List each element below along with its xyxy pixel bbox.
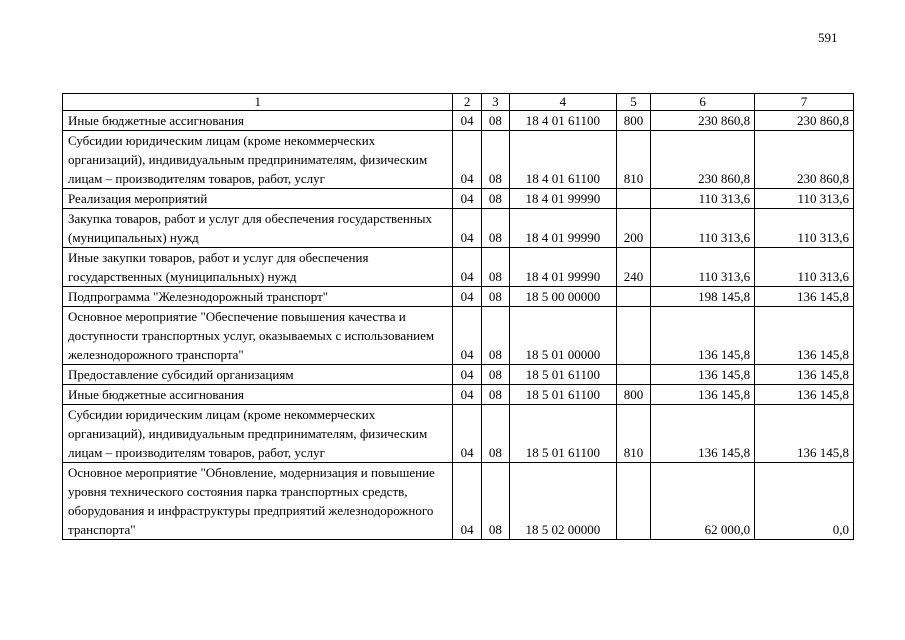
subsection-cell: 08 bbox=[481, 463, 509, 540]
subsection-cell: 08 bbox=[481, 405, 509, 463]
row-name-cell: Закупка товаров, работ и услуг для обеспечения государственных (муниципальных) нужд bbox=[63, 209, 453, 248]
target-article-cell: 18 4 01 61100 bbox=[509, 131, 616, 189]
amount-cell: 136 145,8 bbox=[755, 405, 854, 463]
amount-cell: 230 860,8 bbox=[651, 131, 755, 189]
table-row bbox=[63, 463, 854, 540]
amount-cell: 110 313,6 bbox=[755, 209, 854, 248]
amount-cell: 136 145,8 bbox=[651, 405, 755, 463]
column-header: 3 bbox=[481, 94, 509, 111]
amount-cell: 110 313,6 bbox=[651, 248, 755, 287]
amount-cell: 136 145,8 bbox=[755, 307, 854, 365]
amount-cell: 136 145,8 bbox=[755, 287, 854, 307]
target-article-cell: 18 4 01 61100 bbox=[509, 111, 616, 131]
page-number: 591 bbox=[818, 30, 838, 45]
table-body bbox=[63, 111, 854, 540]
column-header: 6 bbox=[651, 94, 755, 111]
row-name-cell: Субсидии юридическим лицам (кроме некоммерческих организаций), индивидуальным предпринимателям, физическим лицам – производителям товаров, работ, услуг bbox=[63, 131, 453, 189]
column-header: 2 bbox=[453, 94, 481, 111]
table-row bbox=[63, 405, 854, 463]
section-cell: 04 bbox=[453, 463, 481, 540]
target-article-cell: 18 5 01 00000 bbox=[509, 307, 616, 365]
target-article-cell: 18 4 01 99990 bbox=[509, 209, 616, 248]
budget-table bbox=[62, 93, 854, 540]
section-cell: 04 bbox=[453, 248, 481, 287]
section-cell: 04 bbox=[453, 405, 481, 463]
table-row bbox=[63, 365, 854, 385]
amount-cell: 0,0 bbox=[755, 463, 854, 540]
subsection-cell: 08 bbox=[481, 287, 509, 307]
expense-type-cell: 800 bbox=[616, 111, 650, 131]
row-name-cell: Подпрограмма "Железнодорожный транспорт" bbox=[63, 287, 453, 307]
target-article-cell: 18 5 01 61100 bbox=[509, 405, 616, 463]
table-row bbox=[63, 248, 854, 287]
section-cell: 04 bbox=[453, 111, 481, 131]
target-article-cell: 18 4 01 99990 bbox=[509, 248, 616, 287]
target-article-cell: 18 4 01 99990 bbox=[509, 189, 616, 209]
subsection-cell: 08 bbox=[481, 248, 509, 287]
table-row bbox=[63, 209, 854, 248]
section-cell: 04 bbox=[453, 365, 481, 385]
subsection-cell: 08 bbox=[481, 385, 509, 405]
amount-cell: 136 145,8 bbox=[651, 307, 755, 365]
row-name-cell: Иные бюджетные ассигнования bbox=[63, 111, 453, 131]
column-header: 7 bbox=[755, 94, 854, 111]
row-name-cell: Иные закупки товаров, работ и услуг для обеспечения государственных (муниципальных) нужд bbox=[63, 248, 453, 287]
expense-type-cell: 200 bbox=[616, 209, 650, 248]
table-row bbox=[63, 189, 854, 209]
subsection-cell: 08 bbox=[481, 365, 509, 385]
row-name-cell: Основное мероприятие "Обновление, модернизация и повышение уровня технического состояния парка транспортных средств, оборудования и инфраструктуры предприятий железнодорожного транспорта" bbox=[63, 463, 453, 540]
section-cell: 04 bbox=[453, 131, 481, 189]
amount-cell: 136 145,8 bbox=[651, 385, 755, 405]
expense-type-cell: 810 bbox=[616, 131, 650, 189]
expense-type-cell bbox=[616, 463, 650, 540]
expense-type-cell: 810 bbox=[616, 405, 650, 463]
amount-cell: 230 860,8 bbox=[755, 131, 854, 189]
section-cell: 04 bbox=[453, 189, 481, 209]
target-article-cell: 18 5 01 61100 bbox=[509, 365, 616, 385]
section-cell: 04 bbox=[453, 209, 481, 248]
expense-type-cell bbox=[616, 287, 650, 307]
amount-cell: 62 000,0 bbox=[651, 463, 755, 540]
amount-cell: 110 313,6 bbox=[651, 209, 755, 248]
column-header: 5 bbox=[616, 94, 650, 111]
row-name-cell: Основное мероприятие "Обеспечение повышения качества и доступности транспортных услуг, оказываемых с использованием железнодорожного транспорта" bbox=[63, 307, 453, 365]
row-name-cell: Иные бюджетные ассигнования bbox=[63, 385, 453, 405]
amount-cell: 198 145,8 bbox=[651, 287, 755, 307]
amount-cell: 136 145,8 bbox=[651, 365, 755, 385]
table-row bbox=[63, 111, 854, 131]
target-article-cell: 18 5 02 00000 bbox=[509, 463, 616, 540]
amount-cell: 136 145,8 bbox=[755, 385, 854, 405]
expense-type-cell: 800 bbox=[616, 385, 650, 405]
section-cell: 04 bbox=[453, 385, 481, 405]
target-article-cell: 18 5 01 61100 bbox=[509, 385, 616, 405]
subsection-cell: 08 bbox=[481, 131, 509, 189]
amount-cell: 110 313,6 bbox=[755, 248, 854, 287]
expense-type-cell bbox=[616, 307, 650, 365]
expense-type-cell: 240 bbox=[616, 248, 650, 287]
table-row bbox=[63, 385, 854, 405]
amount-cell: 230 860,8 bbox=[755, 111, 854, 131]
subsection-cell: 08 bbox=[481, 307, 509, 365]
section-cell: 04 bbox=[453, 307, 481, 365]
table-row bbox=[63, 131, 854, 189]
expense-type-cell bbox=[616, 365, 650, 385]
subsection-cell: 08 bbox=[481, 189, 509, 209]
expense-type-cell bbox=[616, 189, 650, 209]
section-cell: 04 bbox=[453, 287, 481, 307]
row-name-cell: Реализация мероприятий bbox=[63, 189, 453, 209]
table-header-row bbox=[63, 94, 854, 111]
amount-cell: 230 860,8 bbox=[651, 111, 755, 131]
subsection-cell: 08 bbox=[481, 209, 509, 248]
row-name-cell: Предоставление субсидий организациям bbox=[63, 365, 453, 385]
amount-cell: 110 313,6 bbox=[755, 189, 854, 209]
column-header: 4 bbox=[509, 94, 616, 111]
table-row bbox=[63, 287, 854, 307]
column-header: 1 bbox=[63, 94, 453, 111]
table-row bbox=[63, 307, 854, 365]
row-name-cell: Субсидии юридическим лицам (кроме некоммерческих организаций), индивидуальным предпринимателям, физическим лицам – производителям товаров, работ, услуг bbox=[63, 405, 453, 463]
subsection-cell: 08 bbox=[481, 111, 509, 131]
amount-cell: 136 145,8 bbox=[755, 365, 854, 385]
target-article-cell: 18 5 00 00000 bbox=[509, 287, 616, 307]
amount-cell: 110 313,6 bbox=[651, 189, 755, 209]
